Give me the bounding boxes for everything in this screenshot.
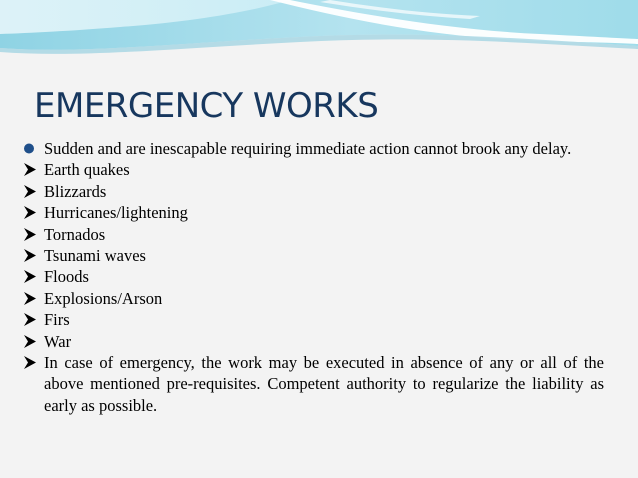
arrow-bullet-icon: [22, 202, 40, 223]
arrow-bullet-icon: [22, 224, 40, 245]
bullet-text: Hurricanes/lightening: [44, 203, 188, 223]
bullet-text: Sudden and are inescapable requiring immediate action cannot brook any delay.: [44, 139, 572, 158]
arrow-bullet-icon: [22, 181, 40, 202]
arrow-bullet-icon: [22, 266, 40, 287]
bullet-item: [22, 309, 604, 330]
arrow-bullet-icon: [22, 309, 40, 330]
circle-bullet-icon: [22, 138, 40, 159]
bullet-text: Tsunami waves: [44, 246, 146, 266]
bullet-list: [22, 138, 604, 416]
bullet-item: [22, 138, 604, 159]
header-wave-banner: [0, 0, 638, 70]
arrow-bullet-icon: [22, 288, 40, 309]
bullet-item: [22, 331, 604, 352]
bullet-text: In case of emergency, the work may be executed in absence of any or all of the above mentioned pre-requisites. Competent authority to regularize the liability as early as possible.: [44, 353, 604, 415]
bullet-item: [22, 352, 604, 416]
bullet-text: War: [44, 331, 72, 351]
bullet-text: Blizzards: [44, 181, 107, 201]
bullet-item: [22, 202, 604, 223]
bullet-text: Floods: [44, 267, 89, 287]
arrow-bullet-icon: [22, 245, 40, 266]
bullet-item: [22, 288, 604, 309]
bullet-item: [22, 181, 604, 202]
arrow-bullet-icon: [22, 352, 40, 373]
bullet-text: Tornados: [44, 224, 106, 244]
arrow-bullet-icon: [22, 331, 40, 352]
slide-title: EMERGENCY WORKS: [34, 86, 379, 126]
bullet-item: [22, 266, 604, 287]
bullet-text: Explosions/Arson: [44, 288, 163, 308]
bullet-item: [22, 159, 604, 180]
bullet-item: [22, 224, 604, 245]
bullet-text: Firs: [44, 310, 70, 330]
bullet-text: Earth quakes: [44, 160, 130, 180]
bullet-item: [22, 245, 604, 266]
arrow-bullet-icon: [22, 159, 40, 180]
